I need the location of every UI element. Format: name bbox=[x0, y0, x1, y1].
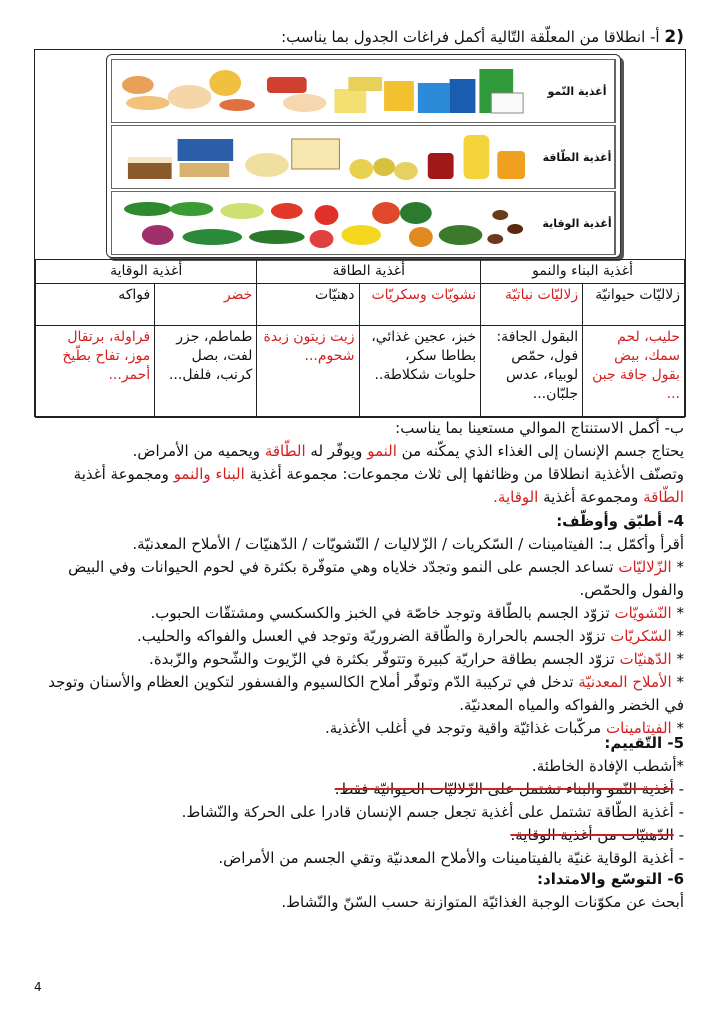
section-4-item bbox=[30, 625, 684, 648]
subheader-animal-proteins: زلاليّات حيوانيّة bbox=[583, 284, 685, 326]
subheader-fats: دهنيّات bbox=[257, 284, 359, 326]
section-4-items bbox=[30, 556, 684, 740]
struck-statement: الدّهنيّات من أغذية الوقاية. bbox=[510, 826, 674, 844]
nutrient-term: الأملاح المعدنيّة bbox=[578, 673, 672, 691]
evaluation-statement bbox=[30, 824, 684, 847]
cell-fats: زيت زيتون زبدة شحوم... bbox=[257, 326, 359, 418]
part-b-line-2: وتصنّف الأغذية انطلاقا من وظائفها إلى ثلاث مجموعات: مجموعة أغذية البناء والنمو ومجموعة أغذية bbox=[73, 465, 684, 483]
bullet-star: * bbox=[676, 558, 684, 576]
struck-statement: أغذية النّمو والبناء تشتمل على الزّلاليّات الحيوانيّة فقط. bbox=[334, 780, 674, 798]
exercise-frame bbox=[34, 49, 686, 417]
subheader-fruits: فواكه bbox=[36, 284, 155, 326]
section-4-item bbox=[30, 602, 684, 625]
evaluation-statement bbox=[30, 778, 684, 801]
nutrient-description: تدخل في تركيبة الدّم وتوفّر أملاح الكالسيوم والفسفور لتكوين العظام والأسنان وتوجد في الخضر والفواكه والمياه المعدنيّة. bbox=[48, 673, 684, 714]
section-4-item bbox=[30, 648, 684, 671]
subheader-starches-sugars: نشويّات وسكريّات bbox=[359, 284, 481, 326]
nutrient-description: تزوّد الجسم بطاقة حراريّة كبيرة وتتوفّر بكثرة في الزّيوت والشّحوم والزّبدة. bbox=[149, 650, 615, 668]
section-4-title: 4- أطبّق وأوظّف: bbox=[556, 512, 684, 530]
growth-foods-image bbox=[118, 63, 535, 119]
subheader-vegetables: خضر bbox=[155, 284, 257, 326]
nutrient-term: الدّهنيّات bbox=[619, 650, 672, 668]
bullet-star: * bbox=[676, 673, 684, 691]
part-b bbox=[30, 417, 684, 509]
nutrient-term: الفيتامينات bbox=[605, 719, 672, 737]
food-groups-table bbox=[35, 259, 685, 418]
energy-foods-image bbox=[118, 129, 535, 185]
protection-foods-image bbox=[118, 195, 535, 251]
poster-row-growth bbox=[111, 59, 616, 123]
part-b-line-3: الطّاقة ومجموعة أغذية الوقاية. bbox=[493, 488, 684, 506]
part-b-line-1: يحتاج جسم الإنسان إلى الغذاء الذي يمكّنه من النمو ويوفّر له الطّاقة ويحميه من الأمراض. bbox=[132, 442, 684, 460]
section-5-items bbox=[30, 778, 684, 870]
food-groups-poster bbox=[106, 54, 621, 258]
poster-row-label: أغذية الطّاقة bbox=[540, 126, 615, 188]
cell-starches-sugars: خبز، عجين غذائي، بطاطا سكر، حلويات شكلاطة.. bbox=[359, 326, 481, 418]
section-6-title: 6- التوسّع والامتداد: bbox=[537, 870, 684, 888]
nutrient-description: مركّبات غذائيّة واقية وتوجد في أغلب الأغذية. bbox=[325, 719, 602, 737]
cell-animal-proteins: حليب، لحم سمك، بيض بقول جافة جبن ... bbox=[583, 326, 685, 418]
cell-vegetables: طماطم، جزر لفت، بصل كرنب، فلفل... bbox=[155, 326, 257, 418]
header-energy: أغذية الطاقة bbox=[257, 260, 481, 284]
nutrient-term: الزّلاليّات bbox=[618, 558, 672, 576]
nutrient-term: السّكريّات bbox=[610, 627, 672, 645]
page-number: 4 bbox=[34, 980, 42, 994]
evaluation-statement bbox=[30, 801, 684, 824]
nutrient-description: تساعد الجسم على النمو وتجدّد خلاياه وهي متوفّرة بكثرة في لحوم الحيوانات وفي البيض والفول والحمّص. bbox=[68, 558, 684, 599]
bullet-dash: - bbox=[678, 826, 684, 844]
bullet-star: * bbox=[676, 719, 684, 737]
section-5-title: 5- التّقييم: bbox=[604, 734, 684, 752]
poster-row-energy bbox=[111, 125, 616, 189]
section-4 bbox=[30, 510, 684, 740]
question-2-heading bbox=[34, 26, 684, 48]
bullet-dash: - bbox=[678, 780, 684, 798]
question-number: (2 bbox=[664, 27, 684, 47]
poster-row-label: أغذية النّمو bbox=[540, 60, 615, 122]
nutrient-term: النّشويّات bbox=[614, 604, 672, 622]
section-5 bbox=[30, 732, 684, 870]
cell-fruits: فراولة، برتقال موز، تفاح بطّيخ أحمر... bbox=[36, 326, 155, 418]
statement-text: أغذية الوقاية غنيّة بالفيتامينات والأملاح المعدنيّة وتقي الجسم من الأمراض. bbox=[218, 849, 674, 867]
bullet-star: * bbox=[676, 604, 684, 622]
bullet-dash: - bbox=[678, 849, 684, 867]
part-b-title: ب- أكمل الاستنتاج الموالي مستعينا بما يناسب: bbox=[395, 419, 684, 437]
bullet-star: * bbox=[676, 650, 684, 668]
section-4-item bbox=[30, 556, 684, 602]
bullet-star: * bbox=[676, 627, 684, 645]
statement-text: أغذية الطّاقة تشتمل على أغذية تجعل جسم الإنسان قادرا على الحركة والنّشاط. bbox=[181, 803, 674, 821]
evaluation-statement bbox=[30, 847, 684, 870]
section-5-instruction: *أشطب الإفادة الخاطئة. bbox=[531, 757, 684, 775]
section-6 bbox=[30, 868, 684, 914]
poster-row-label: أغذية الوقاية bbox=[540, 192, 615, 254]
section-6-text: أبحث عن مكوّنات الوجبة الغذائيّة المتوازنة حسب السّنّ والنّشاط. bbox=[281, 893, 684, 911]
nutrient-description: تزوّد الجسم بالطّاقة وتوجد خاصّة في الخبز والكسكسي ومشتقّات الحبوب. bbox=[150, 604, 610, 622]
section-4-intro: أقرأ وأكمّل بـ: الفيتامينات / السّكريات / الزّلاليات / النّشويّات / الدّهنيّات / الأملاح المعدنيّة. bbox=[132, 535, 684, 553]
bullet-dash: - bbox=[678, 803, 684, 821]
cell-plant-proteins: البقول الجافة: فول، حمّص لوبياء، عدس جلبّان... bbox=[481, 326, 583, 418]
subheader-plant-proteins: زلاليّات نباتيّة bbox=[481, 284, 583, 326]
header-protection: أغذية الوقاية bbox=[36, 260, 257, 284]
question-text: أ- انطلاقا من المعلّقة التّالية أكمل فراغات الجدول بما يناسب: bbox=[281, 28, 660, 46]
header-growth: أغذية البناء والنمو bbox=[481, 260, 685, 284]
nutrient-description: تزوّد الجسم بالحرارة والطّاقة الضروريّة وتوجد في العسل والفواكه والحليب. bbox=[136, 627, 606, 645]
section-4-item bbox=[30, 671, 684, 717]
poster-row-protection bbox=[111, 191, 616, 255]
